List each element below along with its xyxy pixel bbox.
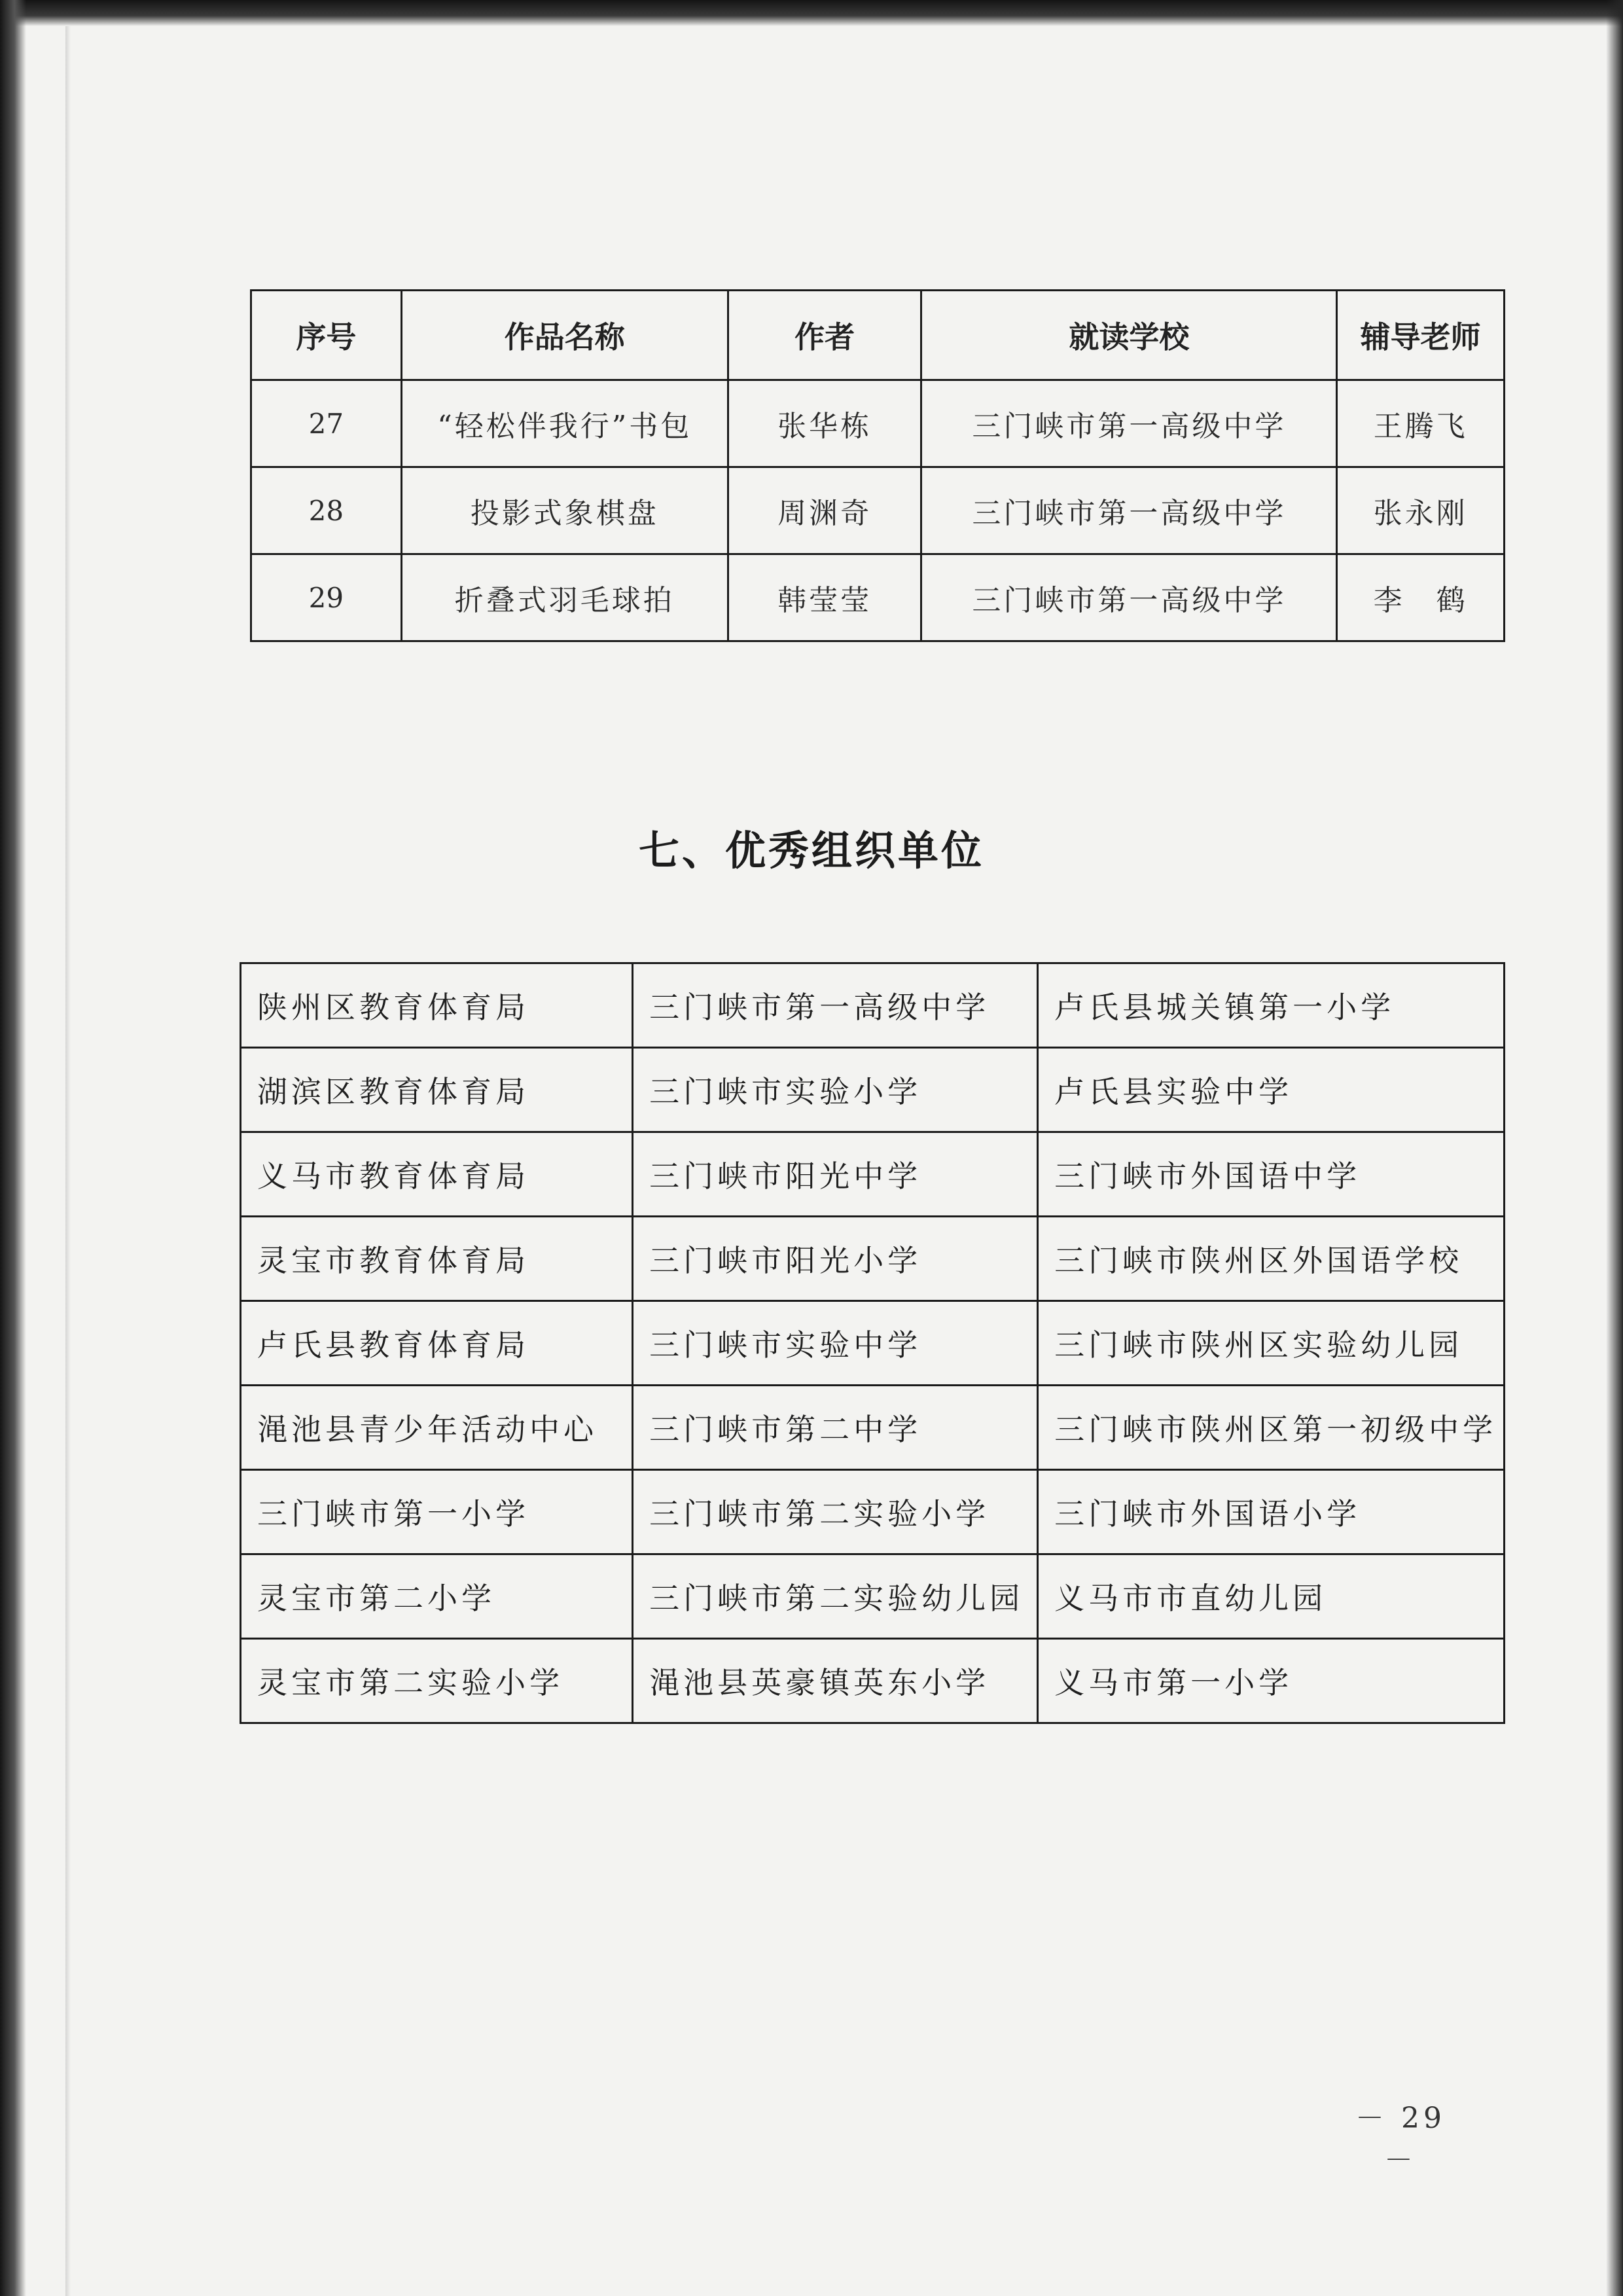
award-table <box>250 289 1505 642</box>
header-work-name: 作品名称 <box>401 291 728 380</box>
cell-work-name: 折叠式羽毛球拍 <box>401 554 728 641</box>
award-table-header-row <box>251 291 1505 380</box>
header-author: 作者 <box>728 291 921 380</box>
scan-edge-left <box>0 0 26 2296</box>
org-cell: 湖滨区教育体育局 <box>241 1048 633 1132</box>
org-cell: 义马市第一小学 <box>1038 1639 1505 1723</box>
table-row <box>241 1301 1505 1386</box>
cell-author: 周渊奇 <box>728 467 921 554</box>
cell-author: 张华栋 <box>728 380 921 467</box>
table-row <box>251 554 1505 641</box>
org-cell: 卢氏县教育体育局 <box>241 1301 633 1386</box>
org-cell: 卢氏县实验中学 <box>1038 1048 1505 1132</box>
table-row <box>241 1639 1505 1723</box>
section-title: 七、优秀组织单位 <box>638 827 984 874</box>
org-cell: 三门峡市外国语中学 <box>1038 1132 1505 1217</box>
cell-index: 29 <box>251 554 402 641</box>
cell-advisor: 王腾飞 <box>1337 380 1505 467</box>
table-row <box>251 467 1505 554</box>
header-index: 序号 <box>251 291 402 380</box>
cell-advisor: 张永刚 <box>1337 467 1505 554</box>
org-cell: 渑池县青少年活动中心 <box>241 1386 633 1470</box>
cell-school: 三门峡市第一高级中学 <box>921 554 1337 641</box>
table-row <box>251 380 1505 467</box>
org-cell: 灵宝市教育体育局 <box>241 1217 633 1301</box>
org-cell: 三门峡市陕州区第一初级中学 <box>1038 1386 1505 1470</box>
cell-school: 三门峡市第一高级中学 <box>921 467 1337 554</box>
org-cell: 三门峡市外国语小学 <box>1038 1470 1505 1554</box>
page-fold-shadow <box>65 26 71 2296</box>
org-cell: 三门峡市第一高级中学 <box>633 963 1038 1048</box>
org-cell: 渑池县英豪镇英东小学 <box>633 1639 1038 1723</box>
table-row <box>241 963 1505 1048</box>
org-cell: 三门峡市陕州区实验幼儿园 <box>1038 1301 1505 1386</box>
cell-index: 28 <box>251 467 402 554</box>
table-row <box>241 1554 1505 1639</box>
org-cell: 义马市市直幼儿园 <box>1038 1554 1505 1639</box>
cell-author: 韩莹莹 <box>728 554 921 641</box>
org-cell: 三门峡市第二中学 <box>633 1386 1038 1470</box>
scan-edge-top <box>0 0 1623 26</box>
org-cell: 灵宝市第二实验小学 <box>241 1639 633 1723</box>
org-cell: 三门峡市阳光小学 <box>633 1217 1038 1301</box>
table-row <box>241 1132 1505 1217</box>
org-cell: 三门峡市阳光中学 <box>633 1132 1038 1217</box>
org-cell: 三门峡市第二实验小学 <box>633 1470 1038 1554</box>
org-cell: 义马市教育体育局 <box>241 1132 633 1217</box>
org-cell: 三门峡市第一小学 <box>241 1470 633 1554</box>
header-advisor: 辅导老师 <box>1337 291 1505 380</box>
org-cell: 灵宝市第二小学 <box>241 1554 633 1639</box>
table-row <box>241 1048 1505 1132</box>
cell-work-name: “轻松伴我行”书包 <box>401 380 728 467</box>
cell-work-name: 投影式象棋盘 <box>401 467 728 554</box>
header-school: 就读学校 <box>921 291 1337 380</box>
page-number: － 29 － <box>1355 2102 1446 2177</box>
organization-table <box>240 962 1505 1724</box>
table-row <box>241 1217 1505 1301</box>
org-cell: 三门峡市陕州区外国语学校 <box>1038 1217 1505 1301</box>
org-cell: 三门峡市实验中学 <box>633 1301 1038 1386</box>
cell-index: 27 <box>251 380 402 467</box>
table-row <box>241 1386 1505 1470</box>
cell-advisor: 李 鹤 <box>1337 554 1505 641</box>
org-cell: 三门峡市实验小学 <box>633 1048 1038 1132</box>
cell-school: 三门峡市第一高级中学 <box>921 380 1337 467</box>
org-cell: 三门峡市第二实验幼儿园 <box>633 1554 1038 1639</box>
table-row <box>241 1470 1505 1554</box>
scan-edge-right <box>1606 0 1623 2296</box>
org-cell: 陕州区教育体育局 <box>241 963 633 1048</box>
org-cell: 卢氏县城关镇第一小学 <box>1038 963 1505 1048</box>
